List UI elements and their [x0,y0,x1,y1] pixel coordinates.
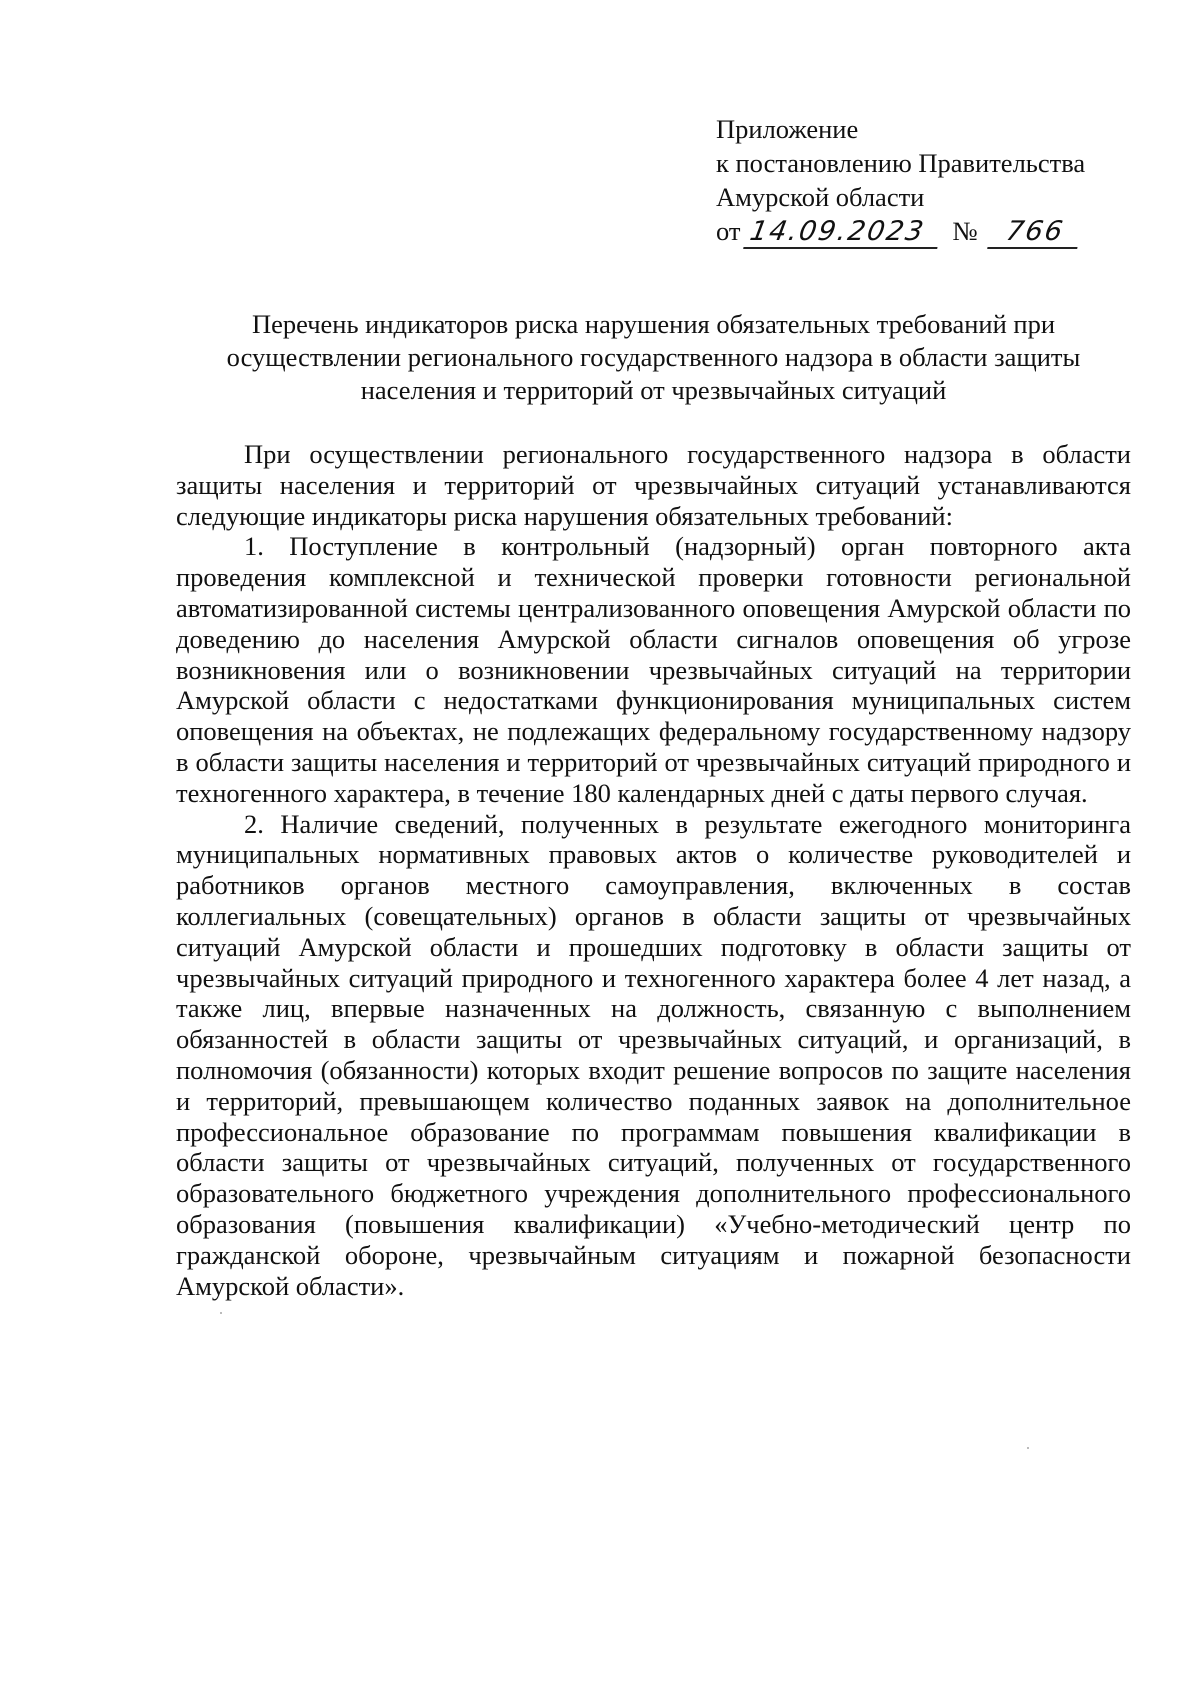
appendix-header [716,112,1156,249]
document-body [176,439,1131,1301]
date-prefix: от [716,216,741,246]
title-line-2: осуществлении регионального государственного надзора в области защиты [226,342,1081,372]
handwritten-number: 766 [987,217,1083,249]
appendix-date-number-line [716,214,1156,249]
scan-speck [1027,1447,1029,1449]
appendix-label: Приложение [716,114,859,144]
title-line-1: Перечень индикаторов риска нарушения обязательных требований при [251,309,1056,339]
appendix-resolution-line: к постановлению Правительства [716,148,1086,178]
document-title [176,308,1131,407]
indicator-item-1: 1. Поступление в контрольный (надзорный) орган повторного акта проведения комплексной и технической проверки готовности региональной автоматизированной системы централизованного оповещения Амурской области по доведению до населения Амурской области сигналов оповещения об угрозе возникновения или о возникновении чрезвычайных ситуаций на территории Амурской области с недостатками функционирования муниципальных систем оповещения на объектах, не подлежащих федеральному государственному надзору в области защиты населения и территорий от чрезвычайных ситуаций природного и техногенного характера, в течение 180 календарных дней с даты первого случая. [176,531,1131,808]
title-line-3: населения и территорий от чрезвычайных ситуаций [360,375,947,405]
intro-paragraph: При осуществлении регионального государственного надзора в области защиты населения и территорий от чрезвычайных ситуаций устанавливаются следующие индикаторы риска нарушения обязательных требований: [176,439,1131,531]
indicator-item-2: 2. Наличие сведений, полученных в результате ежегодного мониторинга муниципальных нормативных правовых актов о количестве руководителей и работников органов местного самоуправления, включенных в состав коллегиальных (совещательных) органов в области защиты от чрезвычайных ситуаций Амурской области и прошедших подготовку в области защиты от чрезвычайных ситуаций природного и техногенного характера более 4 лет назад, а также лиц, впервые назначенных на должность, связанную с выполнением обязанностей в области защиты от чрезвычайных ситуаций, и организаций, в полномочия (обязанности) которых входит решение вопросов по защите населения и территорий, превышающем количество поданных заявок на дополнительное профессиональное образование по программам повышения квалификации в области защиты от чрезвычайных ситуаций, полученных от государственного образовательного бюджетного учреждения дополнительного профессионального образования (повышения квалификации) «Учебно-методический центр по гражданской обороне, чрезвычайным ситуациям и пожарной безопасности Амурской области». [176,808,1131,1301]
handwritten-date: 14.09.2023 [744,217,944,249]
number-sign: № [952,216,978,246]
appendix-region-line: Амурской области [716,182,925,212]
scan-speck [220,1312,222,1314]
